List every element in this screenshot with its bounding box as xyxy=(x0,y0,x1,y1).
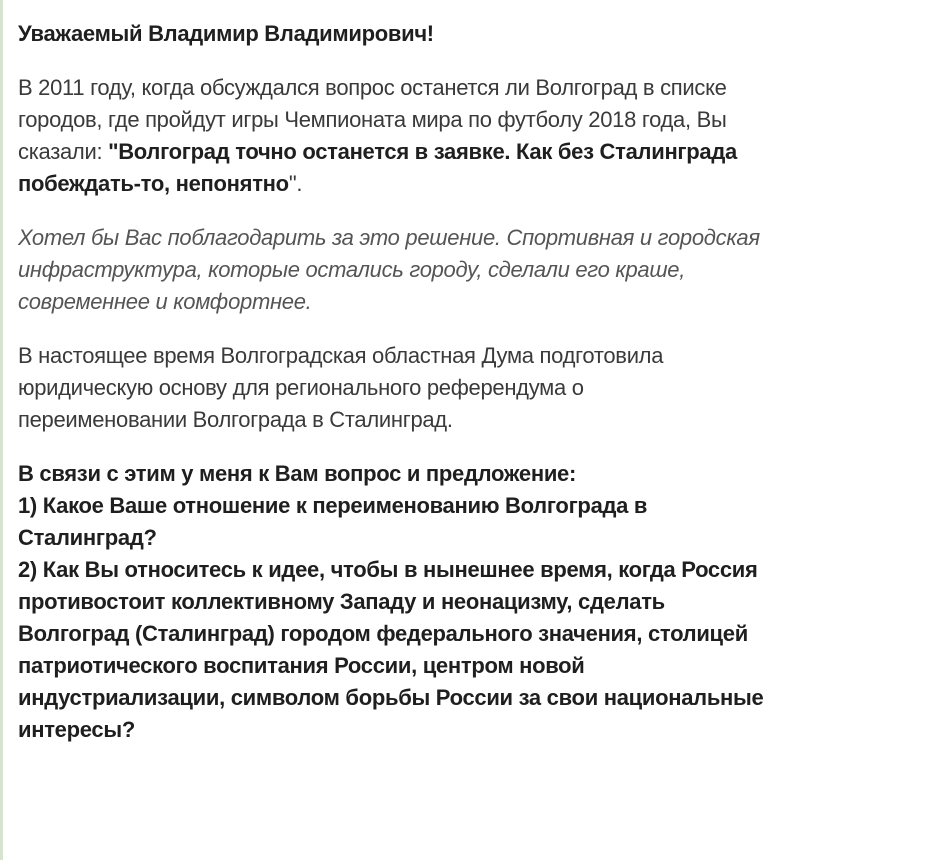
text-line: инфраструктура, которые остались городу, сделали его краше, xyxy=(18,257,686,282)
quote-bold: побеждать-то, непонятно xyxy=(18,171,289,196)
question-2: противостоит коллективному Западу и неонацизму, сделать xyxy=(18,589,665,614)
text-line xyxy=(18,168,918,200)
question-2: индустриализации, символом борьбы России за свои национальные xyxy=(18,685,764,710)
paragraph-referendum xyxy=(18,340,918,436)
question-2: Волгоград (Сталинград) городом федерального значения, столицей xyxy=(18,621,748,646)
text-plain: сказали: xyxy=(18,139,109,164)
question-2: интересы? xyxy=(18,717,135,742)
text-line: В 2011 году, когда обсуждался вопрос останется ли Волгоград в списке xyxy=(18,75,727,100)
text-line: юридическую основу для регионального референдума о xyxy=(18,375,584,400)
message-body xyxy=(18,18,918,746)
paragraph-thanks xyxy=(18,222,918,318)
question-2: 2) Как Вы относитесь к идее, чтобы в нынешнее время, когда Россия xyxy=(18,557,758,582)
question-1: Сталинград? xyxy=(18,525,157,550)
text-line: переименовании Волгограда в Сталинград. xyxy=(18,407,453,432)
text-line xyxy=(18,136,918,168)
greeting: Уважаемый Владимир Владимирович! xyxy=(18,21,434,46)
questions-block xyxy=(18,458,918,746)
questions-intro: В связи с этим у меня к Вам вопрос и предложение: xyxy=(18,461,577,486)
paragraph-world-cup xyxy=(18,72,918,200)
text-plain: ". xyxy=(288,171,303,196)
question-1: 1) Какое Ваше отношение к переименованию Волгограда в xyxy=(18,493,648,518)
text-line: современнее и комфортнее. xyxy=(18,289,312,314)
text-line: В настоящее время Волгоградская областная Дума подготовила xyxy=(18,343,664,368)
message-accent-bar xyxy=(0,0,3,860)
quote-bold: "Волгоград точно останется в заявке. Как без Сталинграда xyxy=(108,139,737,164)
text-line: городов, где пройдут игры Чемпионата мира по футболу 2018 года, Вы xyxy=(18,107,727,132)
text-line: Хотел бы Вас поблагодарить за это решение. Спортивная и городская xyxy=(18,225,760,250)
question-2: патриотического воспитания России, центром новой xyxy=(18,653,585,678)
